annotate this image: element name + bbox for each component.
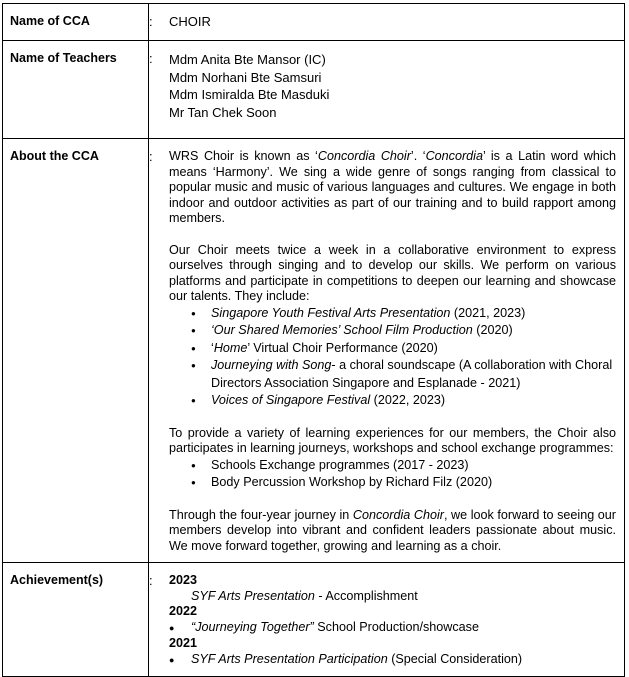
list-item: ● ‘Our Shared Memories’ School Film Production (2020) (211, 322, 616, 340)
cca-info-table (2, 3, 625, 677)
colon: : (149, 149, 153, 164)
row-about-cca (3, 139, 625, 563)
list-item: ● Journeying with Song- a choral soundscape (A collaboration with Choral Directors Association Singapore and Esplanade - 2021) (211, 357, 616, 392)
cca-name-value: CHOIR (169, 14, 211, 29)
about-paragraph-4: Through the four-year journey in Concordia Choir, we look forward to seeing our members develop into vibrant and confident leaders passionate about music. We move forward together, growing and learning as a choir. (169, 507, 616, 553)
bullet: ● (169, 654, 175, 665)
row-teachers (3, 41, 625, 139)
year-heading: 2022 (169, 604, 198, 618)
list-item: ● Voices of Singapore Festival (2022, 2023) (211, 392, 616, 410)
list-item: ● Body Percussion Workshop by Richard Filz (2020) (211, 474, 616, 492)
about-paragraph-3: To provide a variety of learning experiences for our members, the Choir also participates in learning journeys, workshops and school exchange programmes: (169, 425, 616, 455)
label-achievements: Achievement(s) (3, 563, 149, 677)
achievement-item: ● “Journeying Together” School Production/showcase (169, 620, 616, 637)
teacher-name: Mdm Norhani Bte Samsuri (169, 69, 322, 85)
teacher-name: Mdm Ismiralda Bte Masduki (169, 87, 330, 102)
list-item: ● Singapore Youth Festival Arts Presentation (2021, 2023) (211, 305, 616, 323)
list-item: ● ‘Home’ Virtual Choir Performance (2020) (211, 340, 616, 358)
row-name-of-cca (3, 4, 625, 41)
teacher-name: Mdm Anita Bte Mansor (IC) (169, 52, 326, 67)
colon: : (149, 51, 153, 66)
achievement-item: SYF Arts Presentation - Accomplishment (191, 588, 418, 603)
about-paragraph-2: Our Choir meets twice a week in a collaborative environment to express ourselves through singing and to develop our skills. We perform on various platforms and participate in competitions to deepen our learning and showcase our talents. They include: (169, 242, 616, 303)
teachers-list (169, 51, 616, 121)
about-text (169, 149, 616, 554)
achievements-list (169, 573, 616, 668)
row-achievements (3, 563, 625, 677)
learning-list (169, 457, 616, 492)
about-paragraph-1: WRS Choir is known as ‘Concordia Choir’. ‘Concordia’ is a Latin word which means ‘Harmony’. We sing a wide genre of songs ranging from classical to popular music and music of various languages and cultures. We engage in both indoor and outdoor activities as part of our training and to build rapport among members. (169, 149, 616, 225)
performances-list (169, 305, 616, 410)
label-name-of-teachers: Name of Teachers (3, 41, 149, 139)
colon: : (149, 573, 153, 588)
bullet: ● (169, 622, 175, 633)
list-item: ● Schools Exchange programmes (2017 - 2023) (211, 457, 616, 475)
year-heading: 2023 (169, 573, 198, 587)
teacher-name: Mr Tan Chek Soon (169, 104, 277, 120)
colon: : (149, 14, 153, 29)
year-heading: 2021 (169, 636, 198, 650)
achievement-item: ● SYF Arts Presentation Participation (Special Consideration) (169, 652, 616, 669)
label-name-of-cca: Name of CCA (3, 4, 149, 41)
label-about-the-cca: About the CCA (3, 139, 149, 563)
